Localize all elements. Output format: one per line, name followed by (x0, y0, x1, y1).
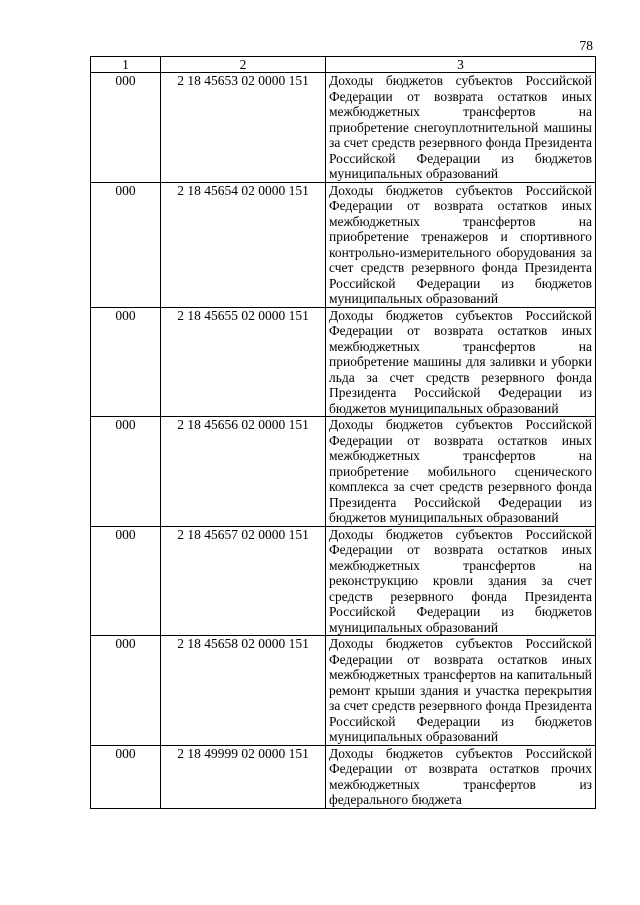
budget-classification-code-cell: 2 18 45654 02 0000 151 (161, 182, 326, 307)
page-number: 78 (579, 38, 593, 53)
table-row (91, 73, 596, 183)
column-header-3: 3 (326, 57, 596, 73)
table-row (91, 417, 596, 527)
admin-code-cell: 000 (91, 307, 161, 417)
revenue-description-cell: Доходы бюджетов субъектов Российской Федерации от возврата остатков иных межбюджетных трансфертов на приобретение мобильного сценического комплекса за счет средств резервного фонда Президента Российской Федерации из бюджетов муниципальных образований (326, 417, 596, 527)
revenue-description-cell: Доходы бюджетов субъектов Российской Федерации от возврата остатков прочих межбюджетных трансфертов из федерального бюджета (326, 745, 596, 808)
table-row (91, 307, 596, 417)
table-row (91, 182, 596, 307)
admin-code-cell: 000 (91, 526, 161, 636)
admin-code-cell: 000 (91, 636, 161, 746)
revenue-description-cell: Доходы бюджетов субъектов Российской Федерации от возврата остатков иных межбюджетных трансфертов на приобретение снегоуплотнительной машины за счет средств резервного фонда Президента Российской Федерации из бюджетов муниципальных образований (326, 73, 596, 183)
revenue-description-cell: Доходы бюджетов субъектов Российской Федерации от возврата остатков иных межбюджетных трансфертов на реконструкцию кровли здания за счет средств резервного фонда Президента Российской Федерации из бюджетов муниципальных образований (326, 526, 596, 636)
budget-classification-code-cell: 2 18 45655 02 0000 151 (161, 307, 326, 417)
table-row (91, 636, 596, 746)
table-header-row (91, 57, 596, 73)
budget-classification-code-cell: 2 18 45656 02 0000 151 (161, 417, 326, 527)
column-header-1: 1 (91, 57, 161, 73)
admin-code-cell: 000 (91, 73, 161, 183)
revenue-description-cell: Доходы бюджетов субъектов Российской Федерации от возврата остатков иных межбюджетных трансфертов на капитальный ремонт крыши здания и участка перекрытия за счет средств резервного фонда Президента Российской Федерации из бюджетов муниципальных образований (326, 636, 596, 746)
admin-code-cell: 000 (91, 182, 161, 307)
table-row (91, 526, 596, 636)
revenue-description-cell: Доходы бюджетов субъектов Российской Федерации от возврата остатков иных межбюджетных трансфертов на приобретение машины для заливки и уборки льда за счет средств резервного фонда Президента Российской Федерации из бюджетов муниципальных образований (326, 307, 596, 417)
budget-classification-code-cell: 2 18 45653 02 0000 151 (161, 73, 326, 183)
column-header-2: 2 (161, 57, 326, 73)
budget-classification-code-cell: 2 18 49999 02 0000 151 (161, 745, 326, 808)
revenue-description-cell: Доходы бюджетов субъектов Российской Федерации от возврата остатков иных межбюджетных трансфертов на приобретение тренажеров и спортивного контрольно-измерительного оборудования за счет средств резервного фонда Президента Российской Федерации из бюджетов муниципальных образований (326, 182, 596, 307)
budget-classification-code-cell: 2 18 45658 02 0000 151 (161, 636, 326, 746)
table-row (91, 745, 596, 808)
budget-classification-code-cell: 2 18 45657 02 0000 151 (161, 526, 326, 636)
admin-code-cell: 000 (91, 745, 161, 808)
budget-revenue-table (90, 56, 596, 809)
admin-code-cell: 000 (91, 417, 161, 527)
